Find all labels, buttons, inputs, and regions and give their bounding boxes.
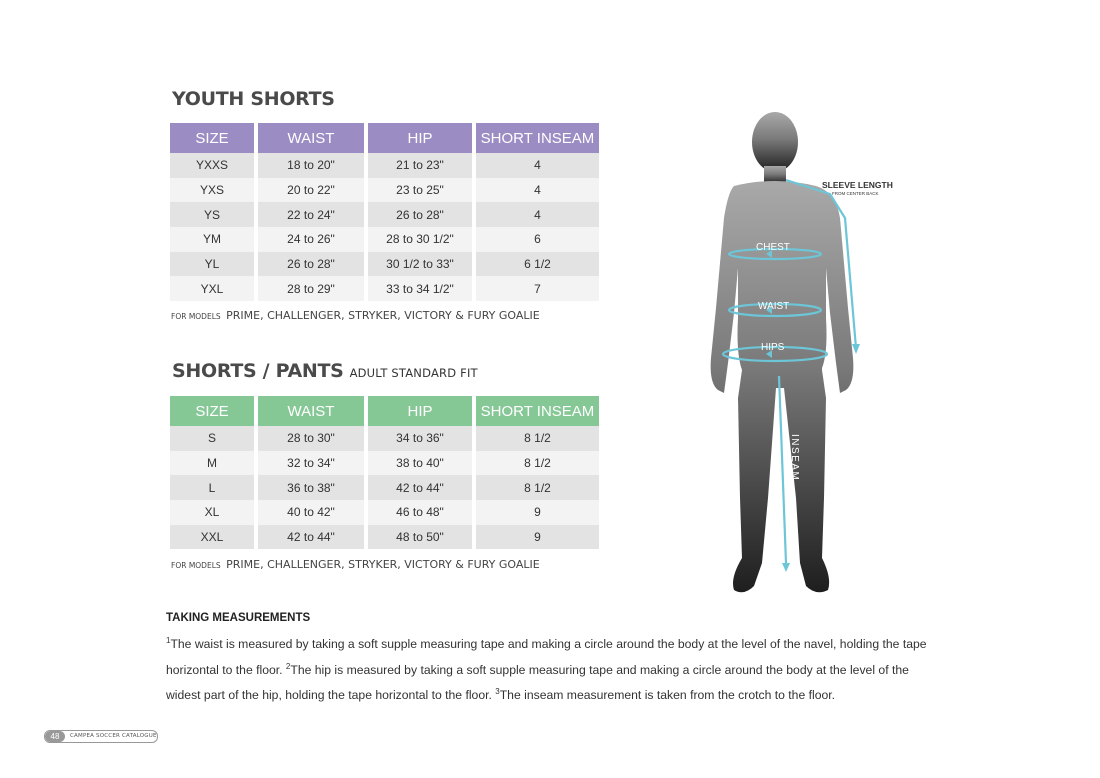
cell-hip: 34 to 36" xyxy=(368,426,472,451)
cell-hip: 42 to 44" xyxy=(368,475,472,500)
note-number: 2 xyxy=(285,661,291,671)
cell-waist: 28 to 30" xyxy=(258,426,364,451)
table-row xyxy=(170,178,599,203)
waist-label: WAIST xyxy=(758,301,790,312)
cell-size: S xyxy=(170,426,254,451)
hips-label: HIPS xyxy=(761,342,785,353)
models-prefix: FOR MODELS xyxy=(171,561,221,570)
cell-waist: 24 to 26" xyxy=(258,227,364,252)
cell-short-inseam: 9 xyxy=(476,525,599,550)
cell-short-inseam: 6 xyxy=(476,227,599,252)
page-number: 48 xyxy=(45,731,65,742)
cell-waist: 22 to 24" xyxy=(258,202,364,227)
chest-label: CHEST xyxy=(756,242,790,253)
cell-waist: 32 to 34" xyxy=(258,451,364,476)
table-row xyxy=(170,500,599,525)
models-prefix: FOR MODELS xyxy=(171,312,221,321)
header-waist: WAIST xyxy=(258,396,364,426)
sleeve-sub-label: FROM CENTER BACK xyxy=(832,191,879,196)
cell-hip: 46 to 48" xyxy=(368,500,472,525)
table-header-row xyxy=(170,396,599,426)
cell-hip: 21 to 23" xyxy=(368,153,472,178)
cell-waist: 26 to 28" xyxy=(258,252,364,277)
header-hip: HIP xyxy=(368,396,472,426)
table-row xyxy=(170,525,599,550)
header-short-inseam: SHORT INSEAM xyxy=(476,123,599,153)
table-header-row xyxy=(170,123,599,153)
cell-hip: 38 to 40" xyxy=(368,451,472,476)
cell-waist: 20 to 22" xyxy=(258,178,364,203)
cell-waist: 36 to 38" xyxy=(258,475,364,500)
cell-waist: 42 to 44" xyxy=(258,525,364,550)
header-hip: HIP xyxy=(368,123,472,153)
table-row xyxy=(170,426,599,451)
note-text-waist: The waist is measured by taking a soft supple measuring tape and making a circle around the body at the level of the navel, holding the tape horizontal to the floor. xyxy=(166,637,927,677)
cell-hip: 26 to 28" xyxy=(368,202,472,227)
cell-size: YS xyxy=(170,202,254,227)
cell-hip: 48 to 50" xyxy=(368,525,472,550)
cell-waist: 40 to 42" xyxy=(258,500,364,525)
cell-short-inseam: 9 xyxy=(476,500,599,525)
table-row xyxy=(170,227,599,252)
table-row xyxy=(170,252,599,277)
models-names: PRIME, CHALLENGER, STRYKER, VICTORY & FURY GOALIE xyxy=(226,558,540,571)
cell-size: YXL xyxy=(170,276,254,301)
cell-short-inseam: 4 xyxy=(476,178,599,203)
sleeve-length-label: SLEEVE LENGTH xyxy=(822,180,893,190)
note-number: 1 xyxy=(166,636,171,645)
cell-size: YL xyxy=(170,252,254,277)
cell-short-inseam: 7 xyxy=(476,276,599,301)
note-number: 3 xyxy=(495,687,500,697)
cell-short-inseam: 4 xyxy=(476,202,599,227)
cell-waist: 18 to 20" xyxy=(258,153,364,178)
note-text-hip: The hip is measured by taking a soft supple measuring tape and making a circle around the body at the level of the widest part of the hip, holding the tape horizontal to the floor. xyxy=(166,662,909,703)
cell-size: YM xyxy=(170,227,254,252)
adult-size-table xyxy=(166,396,603,549)
cell-short-inseam: 8 1/2 xyxy=(476,475,599,500)
header-short-inseam: SHORT INSEAM xyxy=(476,396,599,426)
table-row xyxy=(170,153,599,178)
table-row xyxy=(170,451,599,476)
cell-size: YXS xyxy=(170,178,254,203)
cell-hip: 23 to 25" xyxy=(368,178,472,203)
adult-title-sub: ADULT STANDARD FIT xyxy=(349,366,478,380)
cell-short-inseam: 8 1/2 xyxy=(476,426,599,451)
cell-hip: 30 1/2 to 33" xyxy=(368,252,472,277)
cell-hip: 28 to 30 1/2" xyxy=(368,227,472,252)
cell-size: XXL xyxy=(170,525,254,550)
taking-measurements-heading: TAKING MEASUREMENTS xyxy=(166,612,311,624)
header-size: SIZE xyxy=(170,123,254,153)
table-row xyxy=(170,276,599,301)
adult-title-main: SHORTS / PANTS xyxy=(172,360,344,382)
youth-shorts-title: YOUTH SHORTS xyxy=(172,88,335,110)
cell-hip: 33 to 34 1/2" xyxy=(368,276,472,301)
table-row xyxy=(170,475,599,500)
models-names: PRIME, CHALLENGER, STRYKER, VICTORY & FURY GOALIE xyxy=(226,309,540,322)
adult-models-note xyxy=(171,558,540,571)
inseam-label: INSEAM xyxy=(789,434,800,482)
table-row xyxy=(170,202,599,227)
adult-shorts-title xyxy=(172,360,478,382)
cell-size: XL xyxy=(170,500,254,525)
footer xyxy=(44,730,158,743)
cell-short-inseam: 4 xyxy=(476,153,599,178)
catalogue-name: CAMPEA SOCCER CATALOGUE xyxy=(70,733,157,739)
cell-size: YXXS xyxy=(170,153,254,178)
cell-waist: 28 to 29" xyxy=(258,276,364,301)
cell-size: L xyxy=(170,475,254,500)
cell-short-inseam: 8 1/2 xyxy=(476,451,599,476)
body-measurement-figure xyxy=(690,108,900,603)
youth-size-table xyxy=(166,123,603,301)
cell-short-inseam: 6 1/2 xyxy=(476,252,599,277)
cell-size: M xyxy=(170,451,254,476)
youth-models-note xyxy=(171,309,540,322)
note-text-inseam: The inseam measurement is taken from the crotch to the floor. xyxy=(499,688,836,703)
taking-measurements-text xyxy=(166,630,946,707)
header-size: SIZE xyxy=(170,396,254,426)
header-waist: WAIST xyxy=(258,123,364,153)
